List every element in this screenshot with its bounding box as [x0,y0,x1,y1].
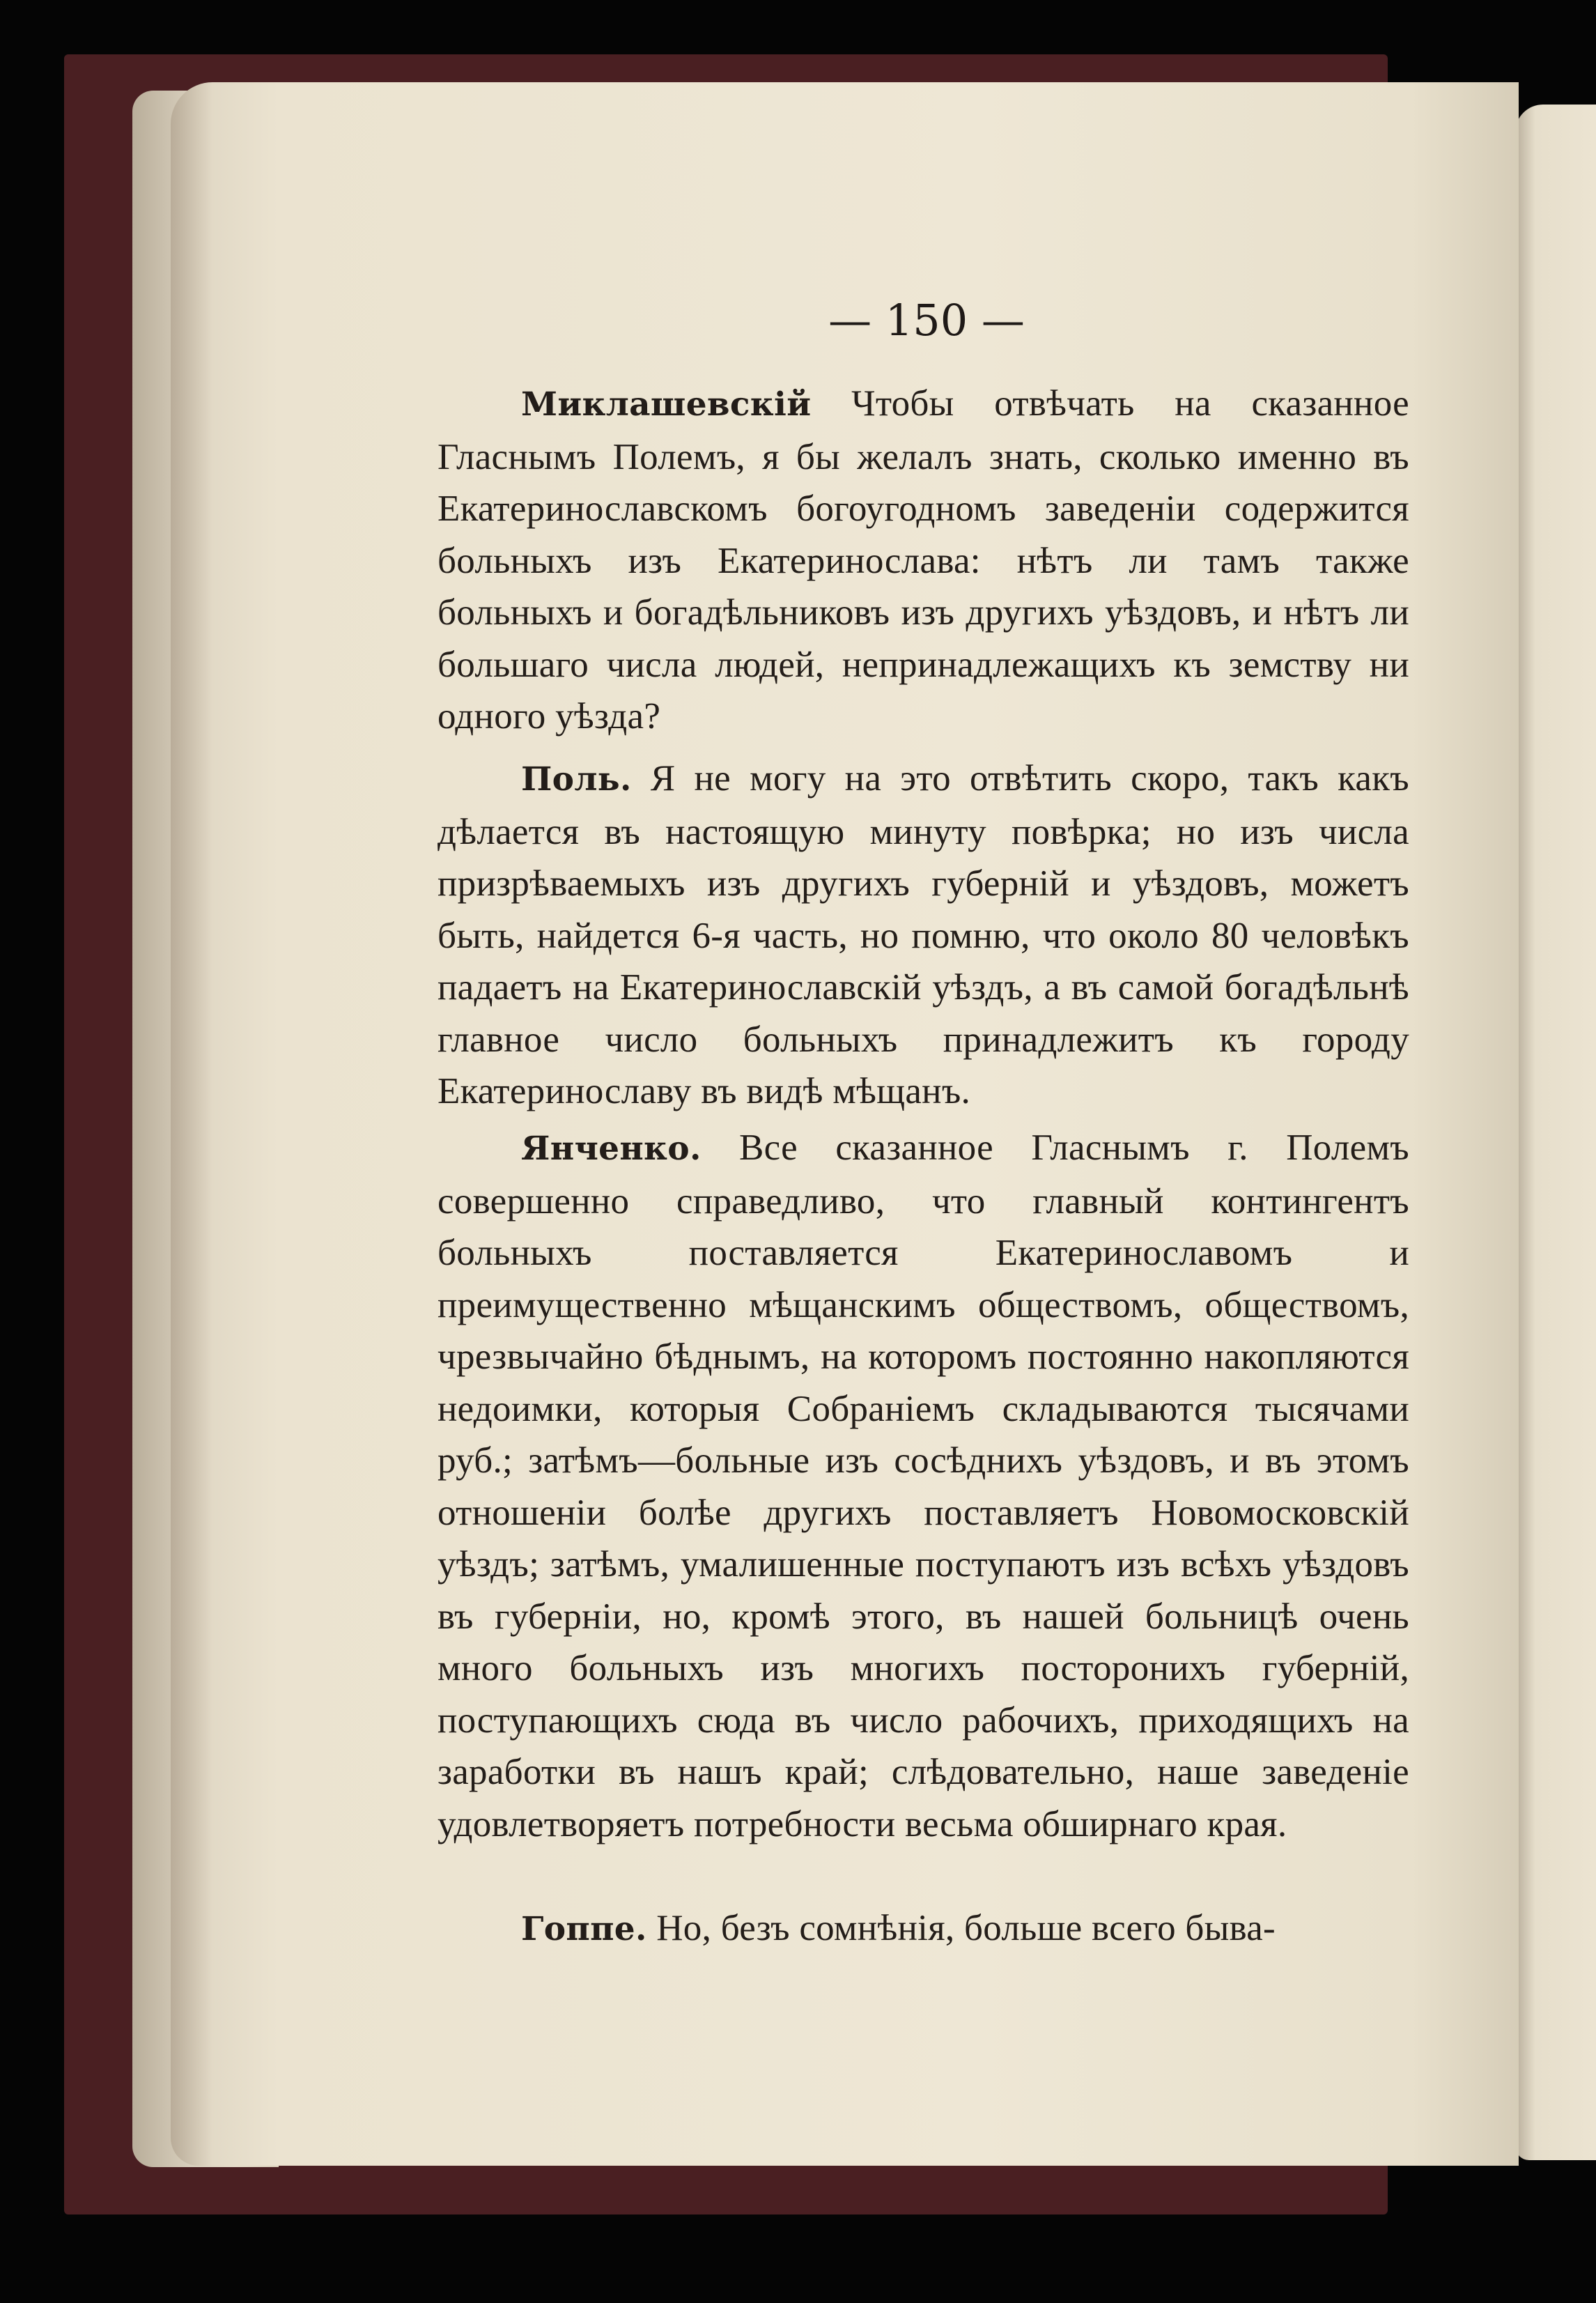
page-gutter-shadow [171,82,212,2166]
paragraph [437,378,1409,743]
page-number: — 150 — [828,295,1025,346]
paragraph [437,1902,1409,1956]
paragraph [437,753,1409,1118]
paragraph [437,1122,1409,1850]
paragraph-text: Все сказанное Гласнымъ г. Полемъ совершенно справедливо, что главный контингентъ больныхъ поставляется Екатеринославомъ и преимущественно мѣщанскимъ обществомъ, обществомъ, чрезвычайно бѣднымъ, на которомъ постоянно накопляются недоимки, которыя Собраніемъ складываются тысячами руб.; затѣмъ—больные изъ сосѣднихъ уѣздовъ, и въ этомъ отношеніи болѣе другихъ поставляетъ Новомосковскій уѣздъ; затѣмъ, умалишенные поступаютъ изъ всѣхъ уѣздовъ въ губерніи, но, кромѣ этого, въ нашей больницѣ очень много больныхъ изъ многихъ посторонихъ губерній, поступающихъ сюда въ число рабочихъ, приходящихъ на заработки въ нашъ край; слѣдовательно, наше заведеніе удовлетворяетъ потребности весьма обширнаго края. [437,1127,1409,1844]
speaker-name: Гоппе. [521,1910,647,1948]
paragraph-text: Я не могу на это отвѣтить скоро, такъ какъ дѣлается въ настоящую минуту повѣрка; но изъ числа призрѣваемыхъ изъ другихъ губерній и уѣздовъ, можетъ быть, найдется 6-я часть, но помню, что около 80 человѣкъ падаетъ на Екатеринославскій уѣздъ, а въ самой богадѣльнѣ главное число больныхъ принадлежитъ къ городу Екатеринославу въ видѣ мѣщанъ. [437,758,1409,1111]
paragraph-text: Но, безъ сомнѣнія, больше всего быва- [646,1908,1276,1948]
facing-page-edge [1515,105,1596,2160]
speaker-name: Янченко. [521,1130,702,1168]
speaker-name: Поль. [521,760,632,799]
paragraph-text: Чтобы отвѣчать на сказанное Гласнымъ Полемъ, я бы желалъ знать, сколько именно въ Екатеринославскомъ богоугодномъ заведеніи содержится больныхъ изъ Екатеринослава: нѣтъ ли тамъ также больныхъ и богадѣльниковъ изъ другихъ уѣздовъ, и нѣтъ ли большаго числа людей, непринадлежащихъ къ земству ни одного уѣзда? [437,383,1409,737]
speaker-name: Миклашевскій [521,385,812,424]
